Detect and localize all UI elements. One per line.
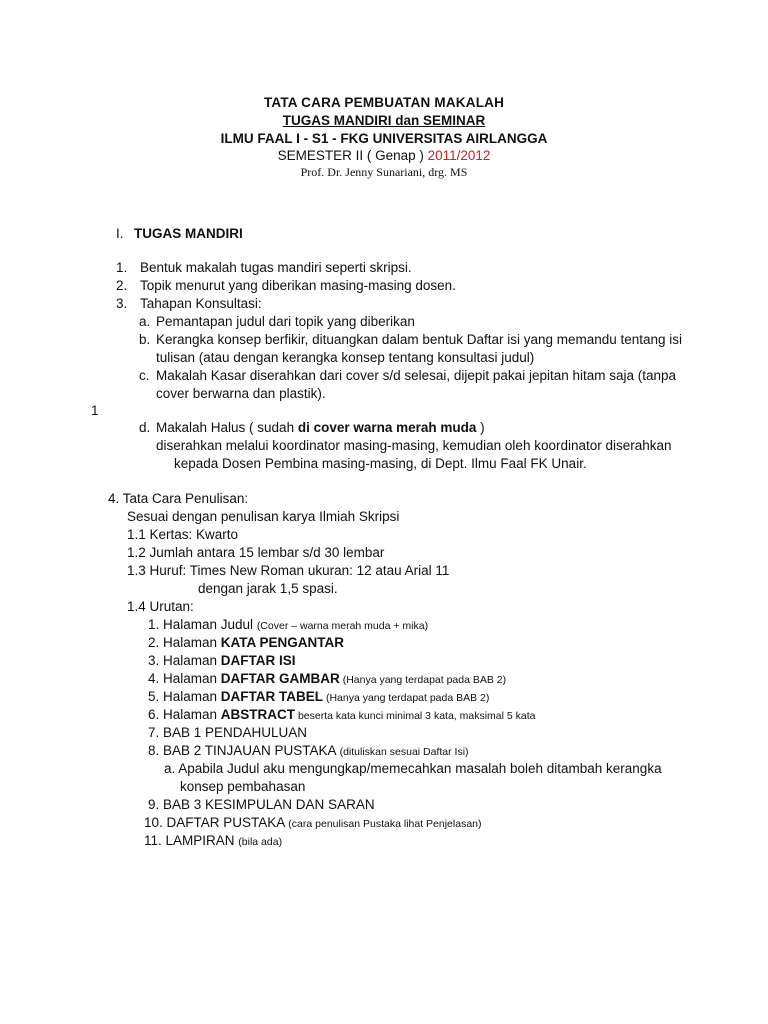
list-item: 1.3 Huruf: Times New Roman ukuran: 12 atau Arial 11 (127, 563, 450, 578)
order-item (144, 814, 482, 833)
list-item: 1.4 Urutan: (127, 599, 194, 614)
sublist-item-continued: tulisan (atau dengan kerangka konsep tentang konsultasi judul) (156, 350, 535, 365)
order-title: DAFTAR TABEL (220, 689, 324, 704)
institution-line: ILMU FAAL I - S1 - FKG UNIVERSITAS AIRLANGGA (220, 131, 548, 146)
page-number-marker: 1 (91, 403, 99, 418)
order-item (148, 706, 535, 725)
semester-year: 2011/2012 (427, 148, 491, 163)
order-title: DAFTAR GAMBAR (220, 671, 340, 686)
sublist-item: Makalah Kasar diserahkan dari cover s/d selesai, dijepit pakai jepitan hitam saja (tanpa (156, 368, 677, 383)
order-note: beserta kata kunci minimal 3 kata, maksimal 5 kata (295, 710, 536, 722)
order-label: 6. Halaman (148, 707, 221, 722)
order-title: KATA PENGANTAR (220, 635, 345, 650)
sublist-text: Makalah Halus ( sudah (156, 420, 298, 435)
list-item-continued: dengan jarak 1,5 spasi. (198, 581, 338, 596)
sublist-letter: a. (139, 314, 151, 329)
order-label: 10. DAFTAR PUSTAKA (144, 815, 289, 830)
order-item: 7. BAB 1 PENDAHULUAN (148, 725, 308, 740)
order-note: (dituliskan sesuai Daftar Isi) (339, 746, 469, 758)
sublist-item: Kerangka konsep berfikir, dituangkan dalam bentuk Daftar isi yang memandu tentang isi (156, 332, 683, 347)
order-item (148, 670, 506, 689)
order-item (148, 616, 428, 635)
order-title: ABSTRACT (220, 707, 296, 722)
section-intro: Sesuai dengan penulisan karya Ilmiah Skripsi (127, 509, 400, 524)
document-subtitle: TUGAS MANDIRI dan SEMINAR (282, 113, 486, 128)
author-line: Prof. Dr. Jenny Sunariani, drg. MS (300, 165, 468, 179)
sublist-item: Pemantapan judul dari topik yang diberikan (156, 314, 415, 329)
order-note: (Hanya yang terdapat pada BAB 2) (339, 674, 507, 686)
order-label: 8. BAB 2 TINJAUAN PUSTAKA (148, 743, 340, 758)
document-title: TATA CARA PEMBUATAN MAKALAH (263, 95, 505, 110)
order-note: (Hanya yang terdapat pada BAB 2) (323, 692, 490, 704)
order-item (144, 832, 282, 851)
order-item: 9. BAB 3 KESIMPULAN DAN SARAN (148, 797, 375, 812)
order-subitem: a. Apabila Judul aku mengungkap/memecahkan masalah boleh ditambah kerangka (164, 761, 662, 776)
sublist-letter: b. (139, 332, 151, 347)
order-label: 1. Halaman Judul (148, 617, 257, 632)
section-heading: 4. Tata Cara Penulisan: (108, 491, 249, 506)
order-label: 4. Halaman (148, 671, 221, 686)
list-number: 2. (116, 278, 128, 293)
semester-line (0, 148, 768, 163)
list-number: 3. (116, 296, 128, 311)
list-item: 1.2 Jumlah antara 15 lembar s/d 30 lembar (127, 545, 385, 560)
order-label: 11. LAMPIRAN (144, 833, 239, 848)
section-numeral: I. (116, 226, 124, 241)
order-item (148, 634, 344, 652)
emphasis-text: di cover warna merah muda (297, 420, 477, 435)
list-item: Bentuk makalah tugas mandiri seperti skripsi. (140, 260, 412, 275)
list-item: Tahapan Konsultasi: (140, 296, 262, 311)
order-label: 3. Halaman (148, 653, 221, 668)
order-subitem-continued: konsep pembahasan (180, 779, 306, 794)
order-note: (Cover – warna merah muda + mika) (256, 620, 429, 632)
order-item (148, 688, 489, 707)
sublist-item (156, 419, 485, 437)
list-item: Topik menurut yang diberikan masing-masing dosen. (140, 278, 456, 293)
sublist-item-continued: diserahkan melalui koordinator masing-masing, kemudian oleh koordinator diserahkan (156, 438, 672, 453)
sublist-item-continued: kepada Dosen Pembina masing-masing, di Dept. Ilmu Faal FK Unair. (174, 456, 587, 471)
order-item (148, 652, 296, 670)
order-item (148, 742, 469, 761)
sublist-item-continued: cover berwarna dan plastik). (156, 386, 326, 401)
sublist-letter: c. (139, 368, 150, 383)
order-note: (cara penulisan Pustaka lihat Penjelasan) (288, 818, 482, 830)
order-label: 2. Halaman (148, 635, 221, 650)
order-title: DAFTAR ISI (220, 653, 296, 668)
order-note: (bila ada) (238, 836, 283, 848)
list-number: 1. (116, 260, 128, 275)
order-label: 5. Halaman (148, 689, 221, 704)
sublist-letter: d. (139, 420, 151, 435)
sublist-text: ) (476, 420, 485, 435)
semester-label: SEMESTER II ( Genap ) (277, 148, 428, 163)
list-item: 1.1 Kertas: Kwarto (127, 527, 239, 542)
section-title: TUGAS MANDIRI (134, 226, 243, 241)
